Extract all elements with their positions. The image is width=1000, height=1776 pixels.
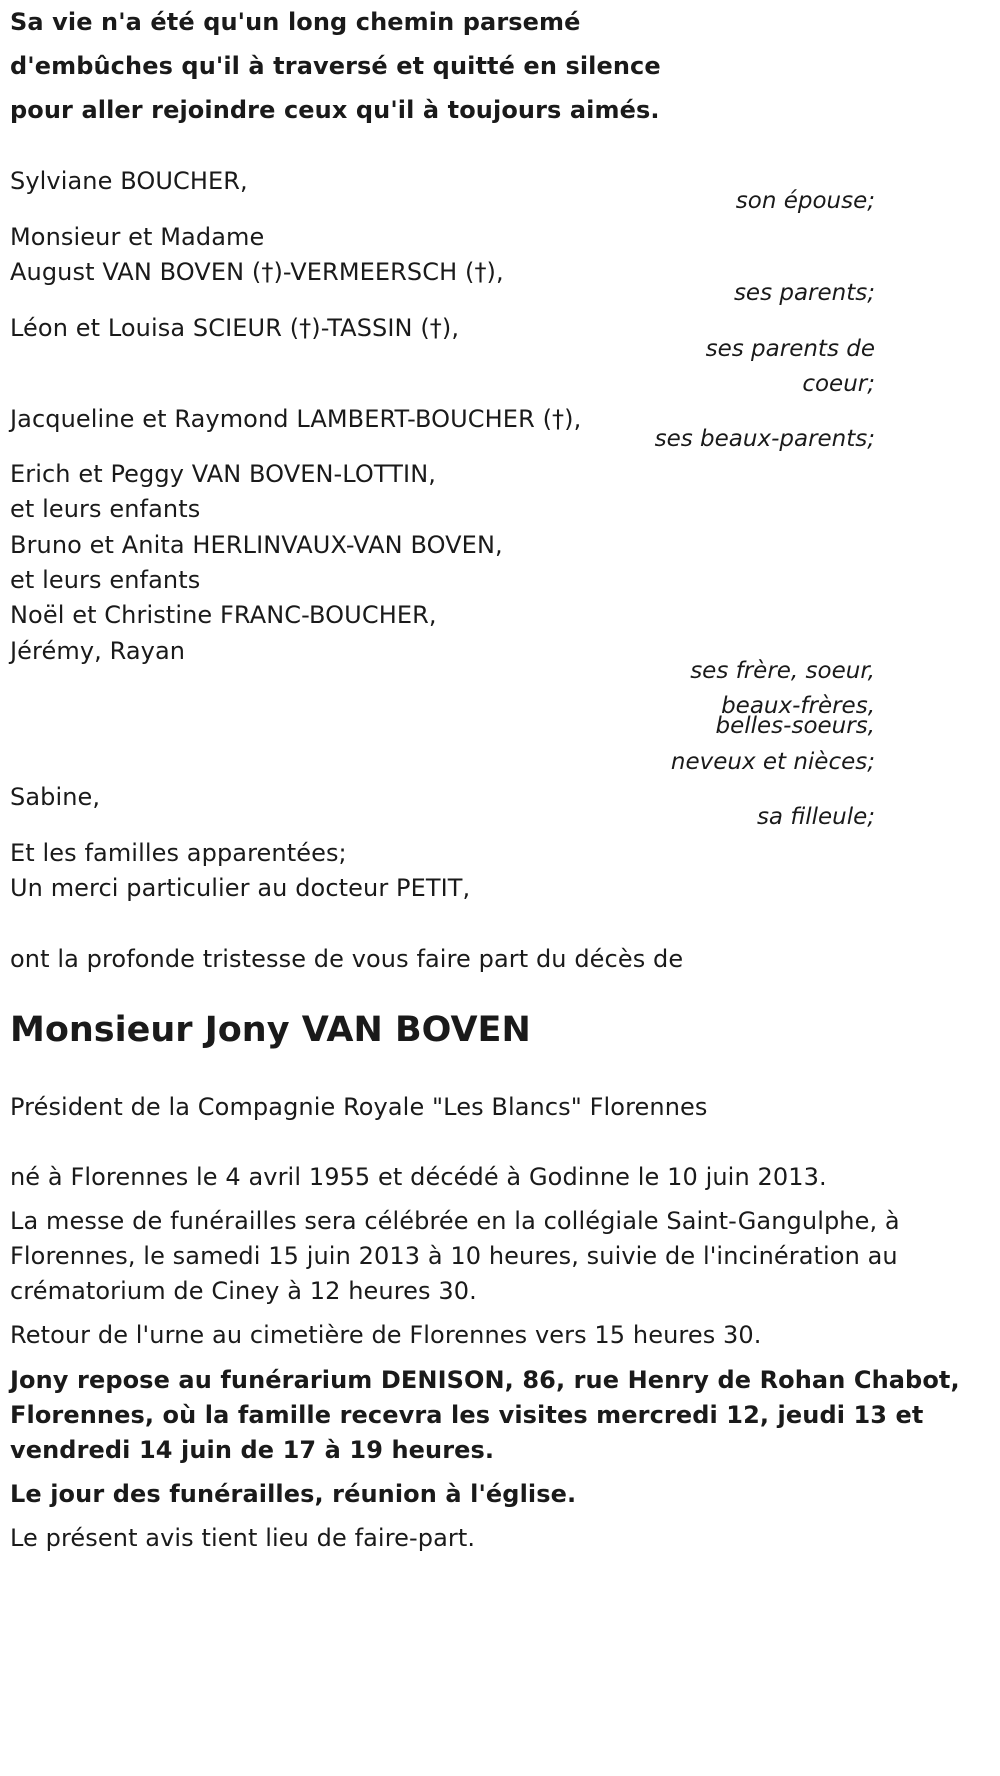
epitaph-line: Sa vie n'a été qu'un long chemin parsemé	[10, 8, 581, 36]
epitaph-line: pour aller rejoindre ceux qu'il à toujours aimés.	[10, 96, 660, 124]
wife-name: Sylviane BOUCHER,	[10, 167, 248, 195]
in-laws-role: ses beaux-parents;	[654, 426, 875, 452]
heart-parents-name: Léon et Louisa SCIEUR (†)-TASSIN (†),	[10, 314, 460, 342]
siblings-line: Jérémy, Rayan	[10, 637, 186, 665]
visitation-line: vendredi 14 juin de 17 à 19 heures.	[10, 1436, 495, 1464]
visitation-line: Florennes, où la famille recevra les visites mercredi 12, jeudi 13 et	[10, 1401, 924, 1429]
deceased-name: Monsieur Jony VAN BOVEN	[10, 1010, 531, 1050]
heart-parents-role: ses parents de	[705, 336, 875, 362]
siblings-role: belles-soeurs,	[715, 713, 875, 739]
epitaph-line: d'embûches qu'il à traversé et quitté en silence	[10, 52, 661, 80]
heart-parents-role: coeur;	[802, 371, 875, 397]
deceased-title: Président de la Compagnie Royale "Les Blancs" Florennes	[10, 1093, 708, 1121]
notice-line: Le présent avis tient lieu de faire-part.	[10, 1524, 476, 1552]
funeral-mass-line: Florennes, le samedi 15 juin 2013 à 10 heures, suivie de l'incinération au	[10, 1242, 898, 1270]
gathering-line: Le jour des funérailles, réunion à l'église.	[10, 1480, 577, 1508]
thanks-line: Un merci particulier au docteur PETIT,	[10, 874, 471, 902]
families-line: Et les familles apparentées;	[10, 839, 347, 867]
urn-return-line: Retour de l'urne au cimetière de Florennes vers 15 heures 30.	[10, 1321, 762, 1349]
siblings-role: neveux et nièces;	[670, 749, 875, 775]
visitation-line: Jony repose au funérarium DENISON, 86, rue Henry de Rohan Chabot,	[10, 1366, 960, 1394]
siblings-line: Bruno et Anita HERLINVAUX-VAN BOVEN,	[10, 531, 503, 559]
funeral-mass-line: crématorium de Ciney à 12 heures 30.	[10, 1277, 477, 1305]
siblings-role: beaux-frères,	[721, 693, 875, 719]
siblings-line: Erich et Peggy VAN BOVEN-LOTTIN,	[10, 460, 436, 488]
siblings-line: Noël et Christine FRANC-BOUCHER,	[10, 601, 437, 629]
siblings-line: et leurs enfants	[10, 495, 201, 523]
siblings-line: et leurs enfants	[10, 566, 201, 594]
parents-line: August VAN BOVEN (†)-VERMEERSCH (†),	[10, 258, 504, 286]
parents-role: ses parents;	[733, 280, 875, 306]
goddaughter-name: Sabine,	[10, 783, 101, 811]
announcement: ont la profonde tristesse de vous faire part du décès de	[10, 945, 684, 973]
parents-line: Monsieur et Madame	[10, 223, 265, 251]
wife-role: son épouse;	[735, 188, 875, 214]
in-laws-name: Jacqueline et Raymond LAMBERT-BOUCHER (†),	[10, 405, 582, 433]
siblings-role: ses frère, soeur,	[690, 658, 875, 684]
funeral-mass-line: La messe de funérailles sera célébrée en la collégiale Saint-Gangulphe, à	[10, 1207, 900, 1235]
goddaughter-role: sa filleule;	[756, 804, 875, 830]
birth-death-line: né à Florennes le 4 avril 1955 et décédé à Godinne le 10 juin 2013.	[10, 1163, 827, 1191]
